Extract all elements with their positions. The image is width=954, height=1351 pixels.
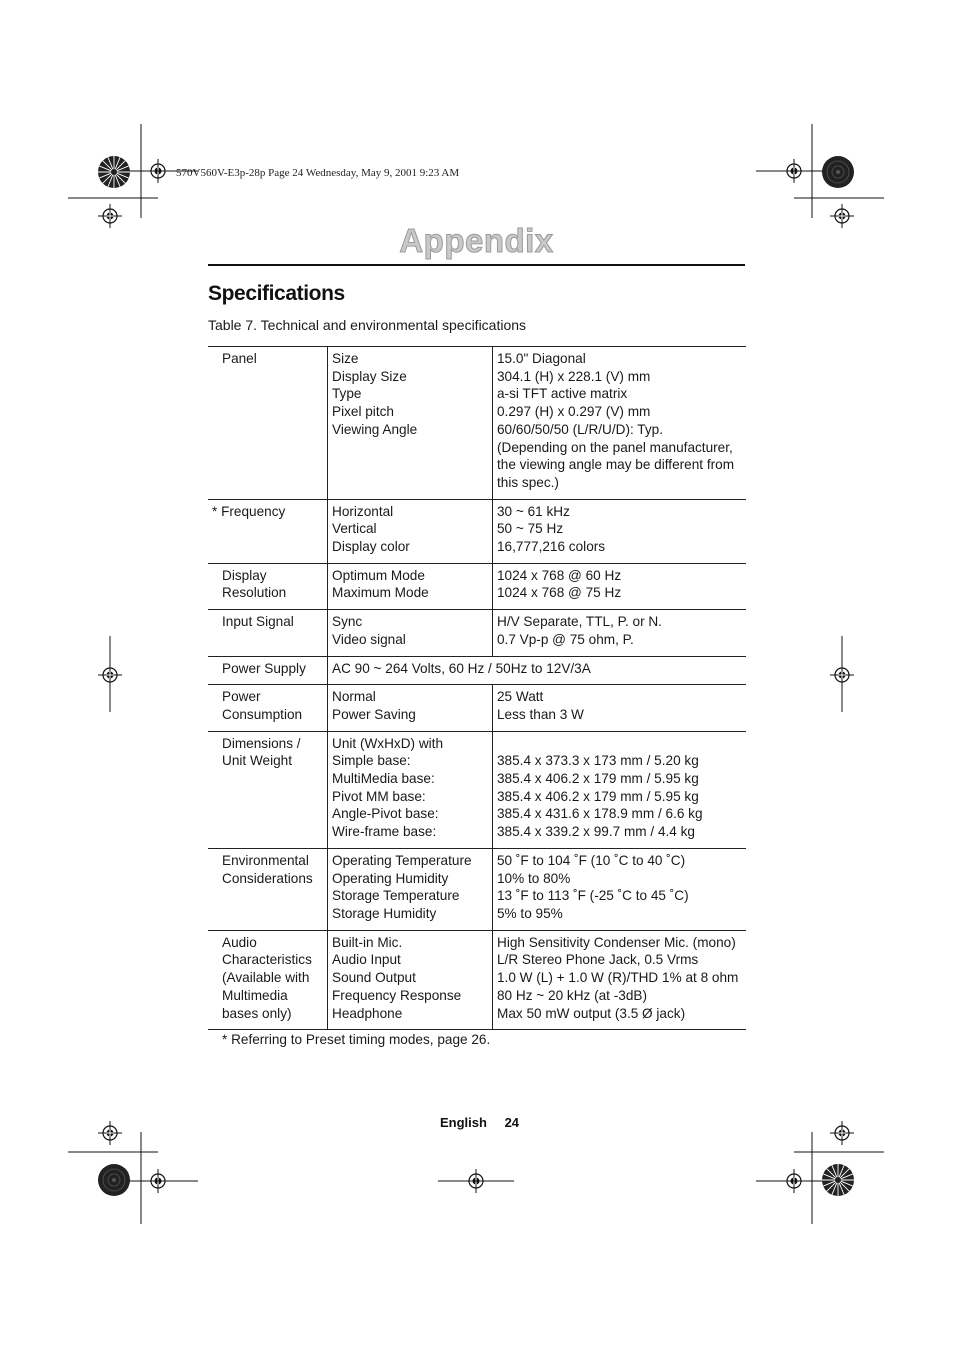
spec-items xyxy=(328,685,493,731)
spec-items xyxy=(328,347,493,500)
spec-values xyxy=(493,848,747,930)
spec-category xyxy=(208,610,328,656)
category-line: Consumption xyxy=(222,706,303,722)
category-line: Characteristics xyxy=(222,952,312,968)
spec-item: Sound Output xyxy=(332,970,416,986)
spec-values xyxy=(493,499,747,563)
category-line: Power xyxy=(222,689,261,705)
spec-value xyxy=(497,735,742,753)
spec-item: Storage Temperature xyxy=(332,888,460,904)
category-line: * Frequency xyxy=(212,503,286,519)
spec-item: Vertical xyxy=(332,521,377,537)
spec-values xyxy=(493,731,747,848)
spec-items xyxy=(328,563,493,609)
page-title: Specifications xyxy=(208,282,345,305)
spec-items xyxy=(328,731,493,848)
spec-values xyxy=(493,563,747,609)
spec-value: 385.4 x 406.2 x 179 mm / 5.95 kg xyxy=(497,788,699,804)
category-line: Audio xyxy=(222,934,257,950)
spec-category xyxy=(208,930,328,1030)
spec-item: Storage Humidity xyxy=(332,905,437,921)
category-line: Multimedia xyxy=(222,987,288,1003)
spec-category xyxy=(208,656,328,685)
table-row xyxy=(208,610,746,656)
category-line: bases only) xyxy=(222,1005,292,1021)
spec-value: AC 90 ~ 264 Volts, 60 Hz / 50Hz to 12V/3A xyxy=(328,656,747,685)
spec-item: Display color xyxy=(332,539,410,555)
spec-item: Pivot MM base: xyxy=(332,788,426,804)
spec-category xyxy=(208,731,328,848)
table-caption: Table 7. Technical and environmental specifications xyxy=(208,317,527,333)
spec-value: 304.1 (H) x 228.1 (V) mm xyxy=(497,368,651,384)
spec-value: 60/60/50/50 (L/R/U/D): Typ. xyxy=(497,421,663,437)
spec-items xyxy=(328,848,493,930)
spec-item: Size xyxy=(332,351,359,366)
spec-item: Operating Temperature xyxy=(332,852,472,868)
table-row xyxy=(208,930,746,1030)
spec-values xyxy=(493,930,747,1030)
table-row xyxy=(208,731,746,848)
spec-value: 1.0 W (L) + 1.0 W (R)/THD 1% at 8 ohm xyxy=(497,970,739,986)
specifications-body xyxy=(208,347,746,1030)
spec-value: High Sensitivity Condenser Mic. (mono) xyxy=(497,934,736,950)
spec-value: 1024 x 768 @ 75 Hz xyxy=(497,585,622,601)
spec-item: Wire-frame base: xyxy=(332,824,437,840)
spec-category xyxy=(208,848,328,930)
spec-category xyxy=(208,499,328,563)
spec-item: Video signal xyxy=(332,631,406,647)
spec-item: Frequency Response xyxy=(332,987,462,1003)
category-line: Input Signal xyxy=(222,614,294,630)
spec-value: 385.4 x 431.6 x 178.9 mm / 6.6 kg xyxy=(497,806,703,822)
spec-value: Less than 3 W xyxy=(497,706,584,722)
spec-item: Horizontal xyxy=(332,503,394,519)
spec-value: 10% to 80% xyxy=(497,870,571,886)
category-line: Unit Weight xyxy=(222,753,293,769)
spec-value: 80 Hz ~ 20 kHz (at -3dB) xyxy=(497,987,647,1003)
footnote: * Referring to Preset timing modes, page 26. xyxy=(222,1032,491,1047)
spec-category xyxy=(208,347,328,500)
spec-item: Maximum Mode xyxy=(332,585,429,601)
spec-value: H/V Separate, TTL, P. or N. xyxy=(497,614,662,630)
spec-value: 15.0" Diagonal xyxy=(497,351,586,366)
spec-value: 5% to 95% xyxy=(497,905,563,921)
spec-value: 50 ˚F to 104 ˚F (10 ˚C to 40 ˚C) xyxy=(497,852,686,868)
spec-category xyxy=(208,563,328,609)
spec-item: Type xyxy=(332,386,362,402)
spec-item: Display Size xyxy=(332,368,407,384)
category-line: Resolution xyxy=(222,585,287,601)
specifications-table xyxy=(208,346,746,1030)
spec-items xyxy=(328,610,493,656)
category-line: Environmental xyxy=(222,852,309,868)
spec-item: MultiMedia base: xyxy=(332,771,435,787)
spec-item: Pixel pitch xyxy=(332,404,394,420)
spec-category xyxy=(208,685,328,731)
print-slug: 570V560V-E3p-28p Page 24 Wednesday, May 9, 2001 9:23 AM xyxy=(176,167,460,179)
spec-values xyxy=(493,685,747,731)
table-row xyxy=(208,685,746,731)
page-number: 24 xyxy=(504,1115,520,1130)
spec-item: Normal xyxy=(332,689,376,705)
spec-values xyxy=(493,347,747,500)
section-heading: Appendix xyxy=(399,222,554,259)
spec-value: 385.4 x 373.3 x 173 mm / 5.20 kg xyxy=(497,753,699,769)
spec-value: 385.4 x 339.2 x 99.7 mm / 4.4 kg xyxy=(497,824,695,840)
spec-value: 385.4 x 406.2 x 179 mm / 5.95 kg xyxy=(497,771,699,787)
spec-item: Unit (WxHxD) with xyxy=(332,735,444,751)
spec-items xyxy=(328,930,493,1030)
table-row xyxy=(208,347,746,500)
spec-value: 1024 x 768 @ 60 Hz xyxy=(497,567,622,583)
category-line: (Available with xyxy=(222,970,310,986)
spec-items xyxy=(328,499,493,563)
spec-item: Audio Input xyxy=(332,952,401,968)
category-line: Power Supply xyxy=(222,660,306,676)
table-row xyxy=(208,563,746,609)
table-row xyxy=(208,499,746,563)
spec-item: Simple base: xyxy=(332,753,411,769)
category-line: Display xyxy=(222,567,267,583)
spec-value: Max 50 mW output (3.5 Ø jack) xyxy=(497,1005,686,1021)
spec-item: Optimum Mode xyxy=(332,567,425,583)
spec-values xyxy=(493,610,747,656)
spec-item: Sync xyxy=(332,614,363,630)
spec-value: L/R Stereo Phone Jack, 0.5 Vrms xyxy=(497,952,699,968)
table-row xyxy=(208,656,746,685)
category-line: Dimensions / xyxy=(222,735,301,751)
spec-item: Operating Humidity xyxy=(332,870,449,886)
spec-value: 13 ˚F to 113 ˚F (-25 ˚C to 45 ˚C) xyxy=(497,888,689,904)
spec-value: 30 ~ 61 kHz xyxy=(497,503,570,519)
page-footer xyxy=(440,1115,533,1130)
heading-rule xyxy=(208,264,745,266)
table-row xyxy=(208,848,746,930)
spec-value: 16,777,216 colors xyxy=(497,539,606,555)
category-line: Panel xyxy=(222,351,257,366)
spec-item: Power Saving xyxy=(332,706,416,722)
spec-item: Headphone xyxy=(332,1005,403,1021)
spec-item: Viewing Angle xyxy=(332,421,418,437)
spec-value: a-si TFT active matrix xyxy=(497,386,628,402)
spec-value: 50 ~ 75 Hz xyxy=(497,521,564,537)
spec-value: (Depending on the panel manufacturer, the viewing angle may be different from this spec.) xyxy=(497,439,735,490)
footer-language: English xyxy=(440,1115,487,1130)
spec-item: Angle-Pivot base: xyxy=(332,806,439,822)
spec-value: 25 Watt xyxy=(497,689,544,705)
category-line: Considerations xyxy=(222,870,313,886)
spec-value: 0.7 Vp-p @ 75 ohm, P. xyxy=(497,631,634,647)
spec-item: Built-in Mic. xyxy=(332,934,403,950)
spec-value: 0.297 (H) x 0.297 (V) mm xyxy=(497,404,651,420)
